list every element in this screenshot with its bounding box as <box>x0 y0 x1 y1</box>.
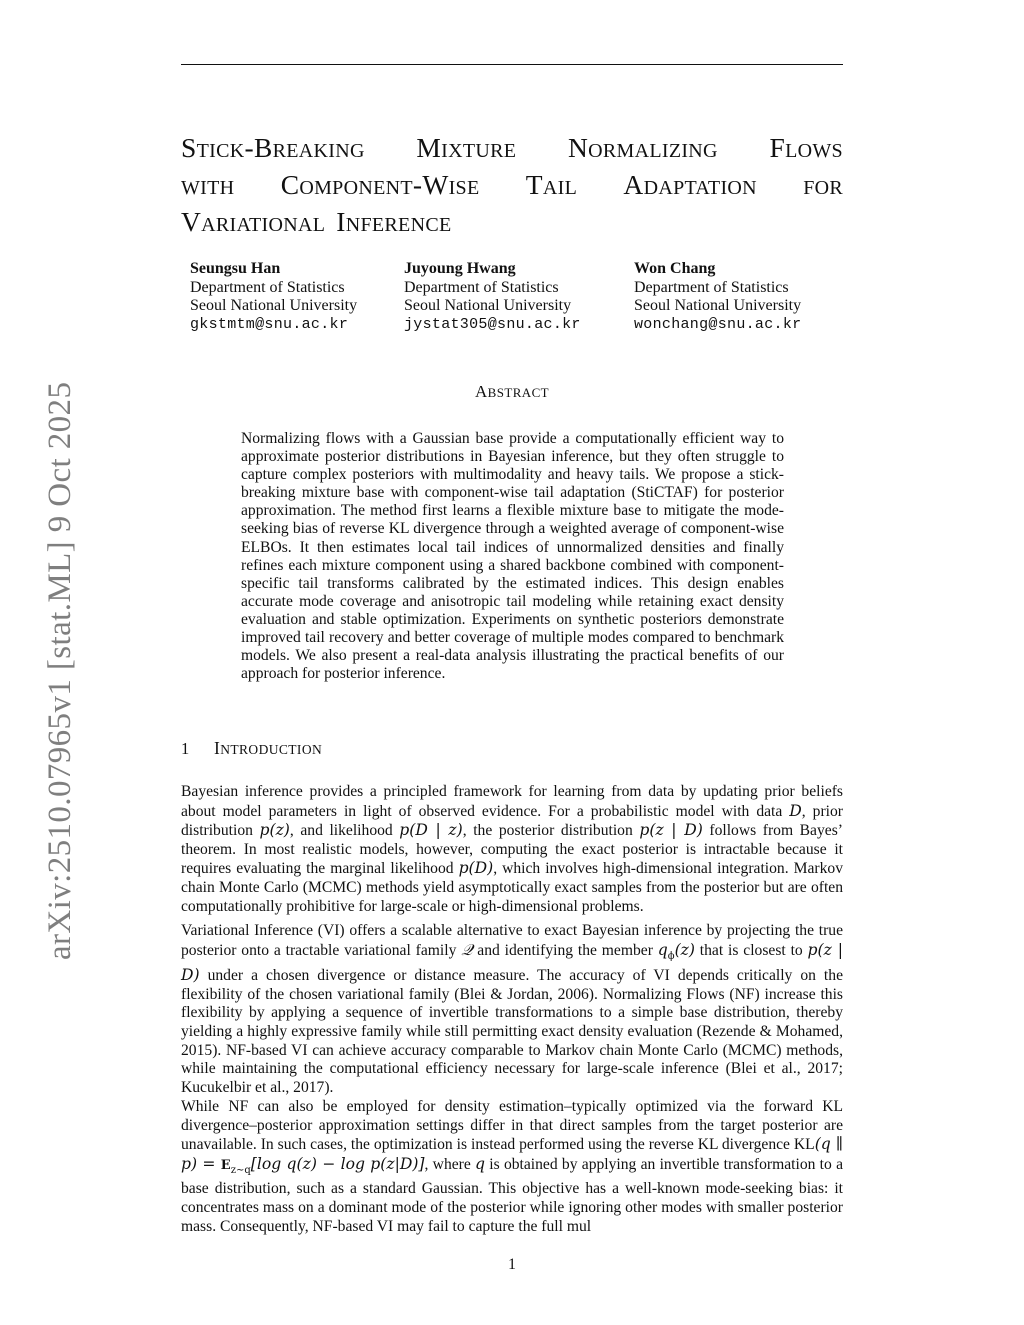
math-inline: q <box>475 1154 486 1173</box>
text-run: under a chosen divergence or distance measure. The accuracy of VI depends critically on the flexibility of the chosen variational family (Blei & Jordan, 2006). Normalizing Flows (NF) increase this flexibility by applying a sequence of invertible transformations to a simple base distribution, thereby yielding a highly expressive family while still permitting exact density evaluation (Rezende & Mohamed, 2015). NF-based VI can achieve accuracy comparable to Markov chain Monte Carlo (MCMC) methods, while maintaining the computational efficiency necessary for large-scale inference (Blei et al., 2017; Kucukelbir et al., 2017). <box>181 967 843 1096</box>
title-word: FLOWS <box>769 132 843 163</box>
text-run: is obtained by applying an invertible transformation to a base distribution, such as a standard Gaussian. This objective has a well-known mode-seeking bias: it concentrates mass on a dominant mode of the posterior while ignoring other modes with smaller posterior mass. Consequently, NF-based VI may fail to capture the full mul <box>181 1155 843 1235</box>
title-word: TAIL <box>525 169 578 200</box>
math-inline: p(D | z) <box>399 821 463 840</box>
author-department: Department of Statistics <box>190 278 345 296</box>
title-word: WITH <box>181 177 235 199</box>
title-word: ADAPTATION <box>623 169 757 200</box>
author-university: Seoul National University <box>190 297 358 314</box>
math-inline: (z) <box>674 940 695 959</box>
author-email[interactable]: jystat305@snu.ac.kr <box>404 315 581 333</box>
text-run: Bayesian inference provides a principled framework for learning from data by updating prior beliefs about model parameters in light of observed evidence. For a probabilistic model with data <box>181 783 843 820</box>
math-inline: p(z | D) <box>639 821 703 840</box>
math-inline: 𝒬 <box>461 940 473 959</box>
title-line-3 <box>181 205 843 242</box>
title-word: COMPONENT-WISE <box>280 169 480 200</box>
intro-paragraph-3 <box>181 1098 843 1236</box>
author-university: Seoul National University <box>634 297 802 314</box>
math-subscript: ϕ <box>667 950 675 962</box>
math-inline: D <box>789 801 802 820</box>
abstract-text: Normalizing flows with a Gaussian base provide a computationally efficient way to approximate posterior distributions in Bayesian inference, but they often struggle to capture complex posteriors with multimodality and heavy tails. We propose a stick-breaking mixture base with component-wise tail adaptation (StiCTAF) for posterior approximation. The method first learns a flexible mixture base to mitigate the mode-seeking bias of reverse KL divergence through a weighted average of component-wise ELBOs. It then estimates local tail indices of unnormalized densities and finally refines each mixture component using a shared backbone combined with component-specific tail transforms calibrated by the estimated indices. This design enables accurate mode coverage and anisotropic tail modeling while retaining exact density evaluation and stable optimization. Experiments on synthetic posteriors demonstrate improved tail recovery and better coverage of multiple modes compared to benchmark models. We also present a real-data analysis illustrating the practical benefits of our approach for posterior inference. <box>241 430 784 683</box>
text-run: and identifying the member <box>472 941 658 959</box>
intro-paragraph-1 <box>181 783 843 916</box>
text-run: While NF can also be employed for density estimation–typically optimized via the forward KL divergence–posterior approximation settings differ in that direct samples from the target posterior are unavailable. In such cases, the optimization is instead performed using the reverse KL divergence <box>181 1098 843 1154</box>
author-2 <box>404 260 581 334</box>
text-run: , and likelihood <box>289 822 400 840</box>
abstract-heading: ABSTRACT <box>474 382 549 401</box>
math-inline: p(z | D) <box>181 940 843 985</box>
text-run: , where <box>424 1155 476 1173</box>
arxiv-identifier-stamp[interactable]: arXiv:2510.07965v1 [stat.ML] 9 Oct 2025 <box>42 381 78 960</box>
title-word: FOR <box>803 177 843 199</box>
section-heading-introduction <box>181 738 322 759</box>
text-run: , the posterior distribution <box>462 822 640 840</box>
author-name: Juyoung Hwang <box>404 260 516 277</box>
author-name: Won Chang <box>634 260 716 277</box>
author-name: Seungsu Han <box>190 260 281 277</box>
math-inline: p(D) <box>458 859 494 878</box>
text-run: , prior distribution <box>181 802 843 840</box>
section-number: 1 <box>181 739 190 758</box>
math-inline: = <box>197 1154 221 1173</box>
math-inline: (q ∥ p) <box>181 1135 843 1173</box>
title-line-2 <box>181 168 843 205</box>
title-word: INFERENCE <box>336 206 452 237</box>
section-title: INTRODUCTION <box>214 738 323 758</box>
math-operator: KL <box>793 1136 815 1154</box>
paper-title <box>181 131 843 242</box>
title-line-1 <box>181 131 843 168</box>
author-email[interactable]: wonchang@snu.ac.kr <box>634 315 802 333</box>
title-word: NORMALIZING <box>567 132 718 163</box>
author-3 <box>634 260 801 334</box>
author-1 <box>190 260 357 334</box>
author-department: Department of Statistics <box>404 278 559 296</box>
author-university: Seoul National University <box>404 297 572 314</box>
intro-paragraph-2 <box>181 922 843 1097</box>
math-inline: [log q(z) − log p(z|D)] <box>250 1154 425 1173</box>
text-run: follows from Bayes’ theorem. In most realistic models, however, computing the exact posterior is intractable because it requires evaluating the marginal likelihood <box>181 822 843 878</box>
math-inline: p(z) <box>259 821 290 840</box>
title-word: MIXTURE <box>416 132 517 163</box>
author-email[interactable]: gkstmtm@snu.ac.kr <box>190 315 349 333</box>
math-inline: q <box>657 940 668 959</box>
title-word: VARIATIONAL <box>181 206 326 237</box>
math-subscript: z∼q <box>230 1164 251 1176</box>
math-expectation-symbol: E <box>220 1157 231 1173</box>
author-department: Department of Statistics <box>634 278 789 296</box>
text-run: , which involves high-dimensional integration. Markov chain Monte Carlo (MCMC) methods yield asymptotically exact samples from the posterior but are often computationally prohibitive for large-scale or high-dimensional problems. <box>181 860 843 915</box>
text-run: that is closest to <box>694 941 808 959</box>
title-word: STICK-BREAKING <box>181 132 365 163</box>
page-number: 1 <box>508 1256 516 1273</box>
top-rule <box>181 64 843 65</box>
text-run: Variational Inference (VI) offers a scalable alternative to exact Bayesian inference by projecting the true posterior onto a tractable variational family <box>181 922 843 959</box>
